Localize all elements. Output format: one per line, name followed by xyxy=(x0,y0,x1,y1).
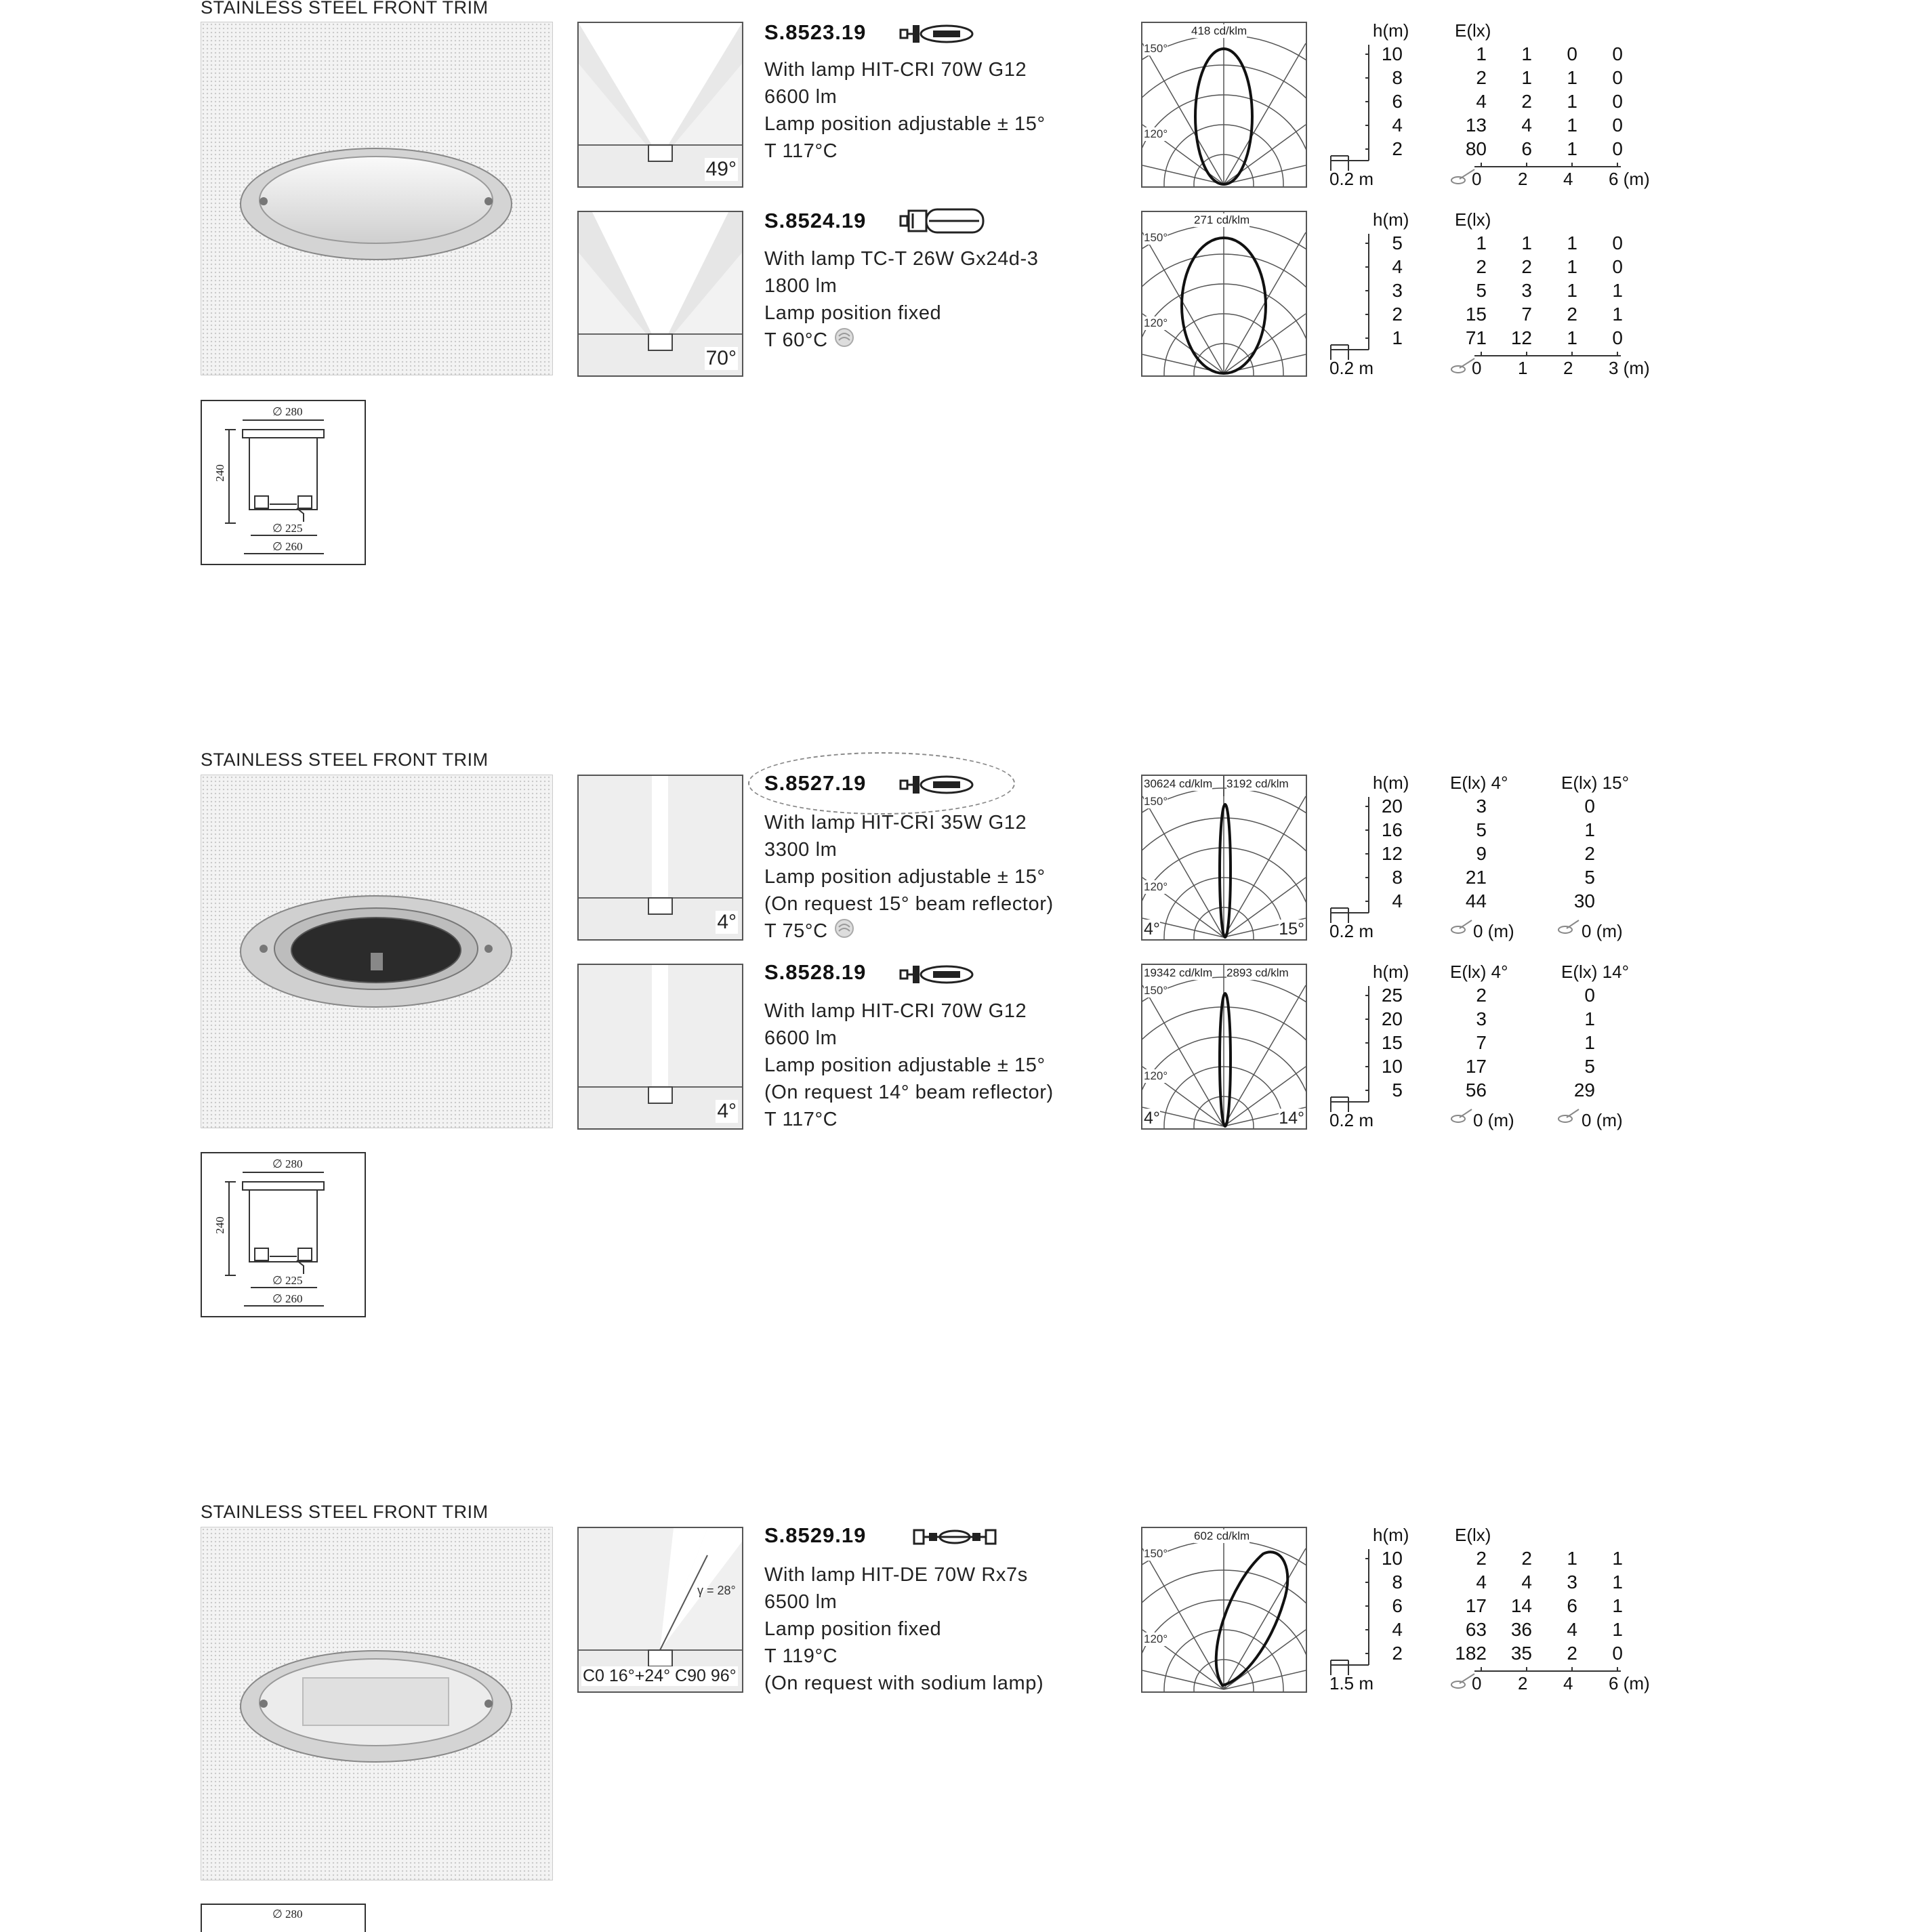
illuminance-value: 2 xyxy=(1567,1643,1577,1664)
beam-angle-label: 70° xyxy=(705,347,737,369)
illuminance-value: 4 xyxy=(1567,1619,1577,1640)
height-value: 2 xyxy=(1392,1643,1403,1664)
height-value: 16 xyxy=(1381,819,1403,840)
spec-lamp: With lamp HIT-DE 70W Rx7s xyxy=(764,1564,1028,1586)
illuminance-value: 0 xyxy=(1612,67,1623,88)
diameter-label: ∅ 225 xyxy=(272,1274,303,1287)
illuminance-value: 0 xyxy=(1584,985,1595,1006)
illuminance-value: 21 xyxy=(1465,867,1487,888)
illuminance-value: 4 xyxy=(1521,115,1532,136)
illuminance-value: 1 xyxy=(1612,280,1623,301)
product-specs xyxy=(764,1561,1044,1697)
illuminance-value: 1 xyxy=(1612,1619,1623,1640)
height-value: 5 xyxy=(1392,232,1403,253)
low-temperature-icon xyxy=(833,327,855,356)
illuminance-value: 1 xyxy=(1584,1032,1595,1053)
scale-label: 0.2 m xyxy=(1329,169,1374,189)
spec-temperature xyxy=(764,918,1054,947)
e-header: E(lx) xyxy=(1455,1525,1491,1545)
x-axis-label: 2 xyxy=(1518,1673,1528,1693)
ground-point-icon xyxy=(1447,1104,1474,1131)
x-axis-label: 4 xyxy=(1563,169,1573,189)
h-header: h(m) xyxy=(1373,962,1409,982)
spec-lamp: With lamp HIT-CRI 70W G12 xyxy=(764,1000,1027,1022)
beam-angle-label: 15° xyxy=(1279,920,1304,939)
spec-lumen: 1800 lm xyxy=(764,275,838,297)
illuminance-value: 3 xyxy=(1567,1571,1577,1592)
illuminance-value: 0 xyxy=(1612,43,1623,64)
h-header: h(m) xyxy=(1373,773,1409,793)
illuminance-value: 1 xyxy=(1612,1595,1623,1616)
illuminance-value: 3 xyxy=(1521,280,1532,301)
intensity-label: 271 cd/klm xyxy=(1194,213,1250,226)
beam-diagram xyxy=(577,22,743,188)
illuminance-value: 0 xyxy=(1567,43,1577,64)
spec-lumen: 6600 lm xyxy=(764,1027,838,1049)
illuminance-value: 0 xyxy=(1612,115,1623,136)
angle-label: 120° xyxy=(1144,1632,1168,1645)
illuminance-value: 2 xyxy=(1521,256,1532,277)
angle-label: 150° xyxy=(1144,1547,1168,1560)
height-value: 4 xyxy=(1392,890,1403,911)
illuminance-value: 5 xyxy=(1584,867,1595,888)
illuminance-value: 3 xyxy=(1476,796,1487,817)
illuminance-value: 35 xyxy=(1510,1643,1532,1664)
metal-halide-lamp-icon xyxy=(899,962,977,990)
spec-position: Lamp position fixed xyxy=(764,302,942,324)
recessed-luminaire-image xyxy=(201,775,552,1128)
product-code: S.8523.19 xyxy=(764,20,867,44)
illuminance-value: 4 xyxy=(1476,91,1487,112)
height-label: 240 xyxy=(213,464,226,482)
illuminance-value: 4 xyxy=(1521,1571,1532,1592)
illuminance-value: 1 xyxy=(1567,91,1577,112)
illuminance-value: 1 xyxy=(1567,256,1577,277)
illuminance-value: 2 xyxy=(1567,304,1577,325)
x-axis-label: 0 (m) xyxy=(1582,1110,1623,1130)
beam-angle-label: C0 16°+24° C90 96° xyxy=(583,1666,737,1685)
angle-label: 120° xyxy=(1144,127,1168,140)
beam-diagram xyxy=(577,775,743,941)
double-ended-lamp-icon xyxy=(913,1526,997,1551)
intensity-label: 3192 cd/klm xyxy=(1226,777,1289,790)
illuminance-value: 1 xyxy=(1584,1008,1595,1029)
illuminance-value: 36 xyxy=(1510,1619,1532,1640)
e-header-alt: E(lx) 15° xyxy=(1561,773,1629,793)
ground-point-icon xyxy=(1447,915,1474,942)
diameter-label: ∅ 280 xyxy=(272,405,303,418)
illuminance-value: 0 xyxy=(1612,138,1623,159)
product-photo xyxy=(201,775,553,1128)
x-axis-label: 0 (m) xyxy=(1473,1110,1514,1130)
x-axis-label: 0 xyxy=(1472,169,1482,189)
height-value: 25 xyxy=(1381,985,1403,1006)
height-value: 6 xyxy=(1392,1595,1403,1616)
scale-label: 1.5 m xyxy=(1329,1673,1374,1693)
illuminance-value: 0 xyxy=(1612,232,1623,253)
illuminance-value: 29 xyxy=(1573,1080,1595,1101)
dimension-drawing xyxy=(201,400,366,565)
angle-label: 120° xyxy=(1144,880,1168,893)
e-header: E(lx) 4° xyxy=(1450,962,1508,982)
height-value: 8 xyxy=(1392,67,1403,88)
intensity-label: 2893 cd/klm xyxy=(1226,966,1289,979)
spec-lamp: With lamp TC-T 26W Gx24d-3 xyxy=(764,248,1039,270)
metal-halide-lamp-icon xyxy=(899,22,977,49)
illuminance-value: 7 xyxy=(1476,1032,1487,1053)
illuminance-value: 1 xyxy=(1584,819,1595,840)
illuminance-value: 1 xyxy=(1612,1548,1623,1569)
spec-temperature-text: T 75°C xyxy=(764,920,828,943)
beam-angle-label: 14° xyxy=(1279,1109,1304,1128)
illuminance-value: 1 xyxy=(1476,43,1487,64)
height-value: 4 xyxy=(1392,1619,1403,1640)
diameter-label: ∅ 260 xyxy=(272,1292,303,1305)
illuminance-value: 2 xyxy=(1476,256,1487,277)
scale-label: 0.2 m xyxy=(1329,1110,1374,1130)
illuminance-value: 17 xyxy=(1465,1056,1487,1077)
beam-angle-label: 49° xyxy=(705,158,737,180)
spec-temperature xyxy=(764,327,1039,356)
height-value: 4 xyxy=(1392,115,1403,136)
illuminance-value: 1 xyxy=(1567,1548,1577,1569)
beam-angle-label: 4° xyxy=(1144,1109,1160,1128)
product-code: S.8529.19 xyxy=(764,1523,867,1547)
intensity-label: 30624 cd/klm xyxy=(1144,777,1213,790)
x-axis-label: 0 xyxy=(1472,1673,1482,1693)
product-specs xyxy=(764,998,1054,1133)
dimension-drawing xyxy=(201,1152,366,1317)
x-axis-label: 3 (m) xyxy=(1609,358,1650,378)
height-value: 6 xyxy=(1392,91,1403,112)
illuminance-value: 0 xyxy=(1612,91,1623,112)
illuminance-value: 1 xyxy=(1521,232,1532,253)
spec-lumen: 3300 lm xyxy=(764,839,838,861)
height-value: 15 xyxy=(1381,1032,1403,1053)
height-value: 10 xyxy=(1381,1548,1403,1569)
height-value: 8 xyxy=(1392,867,1403,888)
illuminance-value: 0 xyxy=(1612,1643,1623,1664)
illuminance-value: 0 xyxy=(1584,796,1595,817)
illuminance-value: 30 xyxy=(1573,890,1595,911)
diameter-label: ∅ 280 xyxy=(272,1908,303,1920)
product-specs xyxy=(764,809,1054,947)
illuminance-value: 2 xyxy=(1476,67,1487,88)
spec-request: (On request 14° beam reflector) xyxy=(764,1082,1054,1103)
illuminance-value: 1 xyxy=(1567,115,1577,136)
x-axis-label: 2 xyxy=(1518,169,1528,189)
illuminance-value: 4 xyxy=(1476,1571,1487,1592)
product-photo xyxy=(201,1527,553,1880)
illuminance-value: 15 xyxy=(1465,304,1487,325)
diameter-label: ∅ 280 xyxy=(272,1157,303,1170)
spec-position: Lamp position adjustable ± 15° xyxy=(764,866,1046,888)
illuminance-value: 56 xyxy=(1465,1080,1487,1101)
illuminance-value: 1 xyxy=(1567,327,1577,348)
low-temperature-icon xyxy=(833,918,855,947)
illuminance-value: 63 xyxy=(1465,1619,1487,1640)
illuminance-value: 1 xyxy=(1521,43,1532,64)
x-axis-label: 6 (m) xyxy=(1609,169,1650,189)
scale-label: 0.2 m xyxy=(1329,921,1374,941)
diameter-label: ∅ 225 xyxy=(272,522,303,535)
product-specs xyxy=(764,56,1046,165)
h-header: h(m) xyxy=(1373,209,1409,230)
beam-angle-label: 4° xyxy=(717,911,737,933)
illuminance-value: 5 xyxy=(1584,1056,1595,1077)
x-axis-label: 0 (m) xyxy=(1473,921,1514,941)
spec-lumen: 6500 lm xyxy=(764,1591,838,1613)
x-axis-label: 1 xyxy=(1518,358,1528,378)
beam-angle-label: 4° xyxy=(1144,920,1160,939)
angle-label: 150° xyxy=(1144,231,1168,244)
scale-label: 0.2 m xyxy=(1329,358,1374,378)
beam-diagram xyxy=(577,1527,743,1693)
height-value: 1 xyxy=(1392,327,1403,348)
polar-diagram xyxy=(1141,964,1307,1130)
height-value: 12 xyxy=(1381,843,1403,864)
x-axis-label: 6 (m) xyxy=(1609,1673,1650,1693)
product-specs xyxy=(764,245,1039,356)
illuminance-value: 7 xyxy=(1521,304,1532,325)
illuminance-value: 0 xyxy=(1612,327,1623,348)
h-header: h(m) xyxy=(1373,1525,1409,1545)
tilt-angle-label: γ = 28° xyxy=(697,1584,736,1597)
angle-label: 120° xyxy=(1144,316,1168,329)
ground-point-icon xyxy=(1554,915,1582,942)
intensity-label: 418 cd/klm xyxy=(1191,24,1247,37)
illuminance-value: 2 xyxy=(1584,843,1595,864)
spec-temperature: T 119°C xyxy=(764,1645,838,1667)
height-label: 240 xyxy=(213,1216,226,1234)
height-value: 2 xyxy=(1392,138,1403,159)
spec-position: Lamp position adjustable ± 15° xyxy=(764,113,1046,135)
polar-diagram xyxy=(1141,1527,1307,1693)
dimension-drawing xyxy=(201,1904,366,1932)
diameter-label: ∅ 260 xyxy=(272,540,303,553)
angle-label: 150° xyxy=(1144,984,1168,997)
spec-request: (On request with sodium lamp) xyxy=(764,1672,1044,1694)
x-axis-label: 4 xyxy=(1563,1673,1573,1693)
angle-label: 120° xyxy=(1144,1069,1168,1082)
illuminance-value: 71 xyxy=(1465,327,1487,348)
angle-label: 150° xyxy=(1144,795,1168,808)
e-header: E(lx) xyxy=(1455,209,1491,230)
spec-lumen: 6600 lm xyxy=(764,86,838,108)
product-photo xyxy=(201,22,553,375)
height-value: 3 xyxy=(1392,280,1403,301)
polar-diagram xyxy=(1141,22,1307,188)
illuminance-value: 1 xyxy=(1476,232,1487,253)
h-header: h(m) xyxy=(1373,20,1409,41)
product-code: S.8524.19 xyxy=(764,209,867,232)
height-value: 20 xyxy=(1381,796,1403,817)
illuminance-value: 2 xyxy=(1521,1548,1532,1569)
illuminance-value: 44 xyxy=(1465,890,1487,911)
height-value: 10 xyxy=(1381,1056,1403,1077)
section-title: STAINLESS STEEL FRONT TRIM xyxy=(201,749,489,770)
spec-temperature-text: T 60°C xyxy=(764,329,828,352)
illuminance-value: 80 xyxy=(1465,138,1487,159)
polar-diagram xyxy=(1141,775,1307,941)
spec-temperature: T 117°C xyxy=(764,140,838,162)
illuminance-value: 1 xyxy=(1567,232,1577,253)
illuminance-value: 182 xyxy=(1455,1643,1487,1664)
angle-label: 150° xyxy=(1144,42,1168,55)
recessed-luminaire-image xyxy=(201,22,552,375)
e-header: E(lx) 4° xyxy=(1450,773,1508,793)
illuminance-value: 1 xyxy=(1612,304,1623,325)
illuminance-value: 1 xyxy=(1612,1571,1623,1592)
beam-angle-label: 4° xyxy=(717,1100,737,1122)
section-title: STAINLESS STEEL FRONT TRIM xyxy=(201,0,489,18)
x-axis-label: 0 xyxy=(1472,358,1482,378)
height-value: 2 xyxy=(1392,304,1403,325)
spec-position: Lamp position fixed xyxy=(764,1618,942,1640)
spec-request: (On request 15° beam reflector) xyxy=(764,893,1054,915)
illuminance-value: 6 xyxy=(1567,1595,1577,1616)
illuminance-value: 5 xyxy=(1476,280,1487,301)
illuminance-value: 12 xyxy=(1510,327,1532,348)
intensity-label: 602 cd/klm xyxy=(1194,1529,1250,1542)
section-title: STAINLESS STEEL FRONT TRIM xyxy=(201,1502,489,1522)
height-value: 5 xyxy=(1392,1080,1403,1101)
spec-lamp: With lamp HIT-CRI 35W G12 xyxy=(764,812,1027,834)
illuminance-value: 1 xyxy=(1567,67,1577,88)
ground-point-icon xyxy=(1554,1104,1582,1131)
beam-diagram xyxy=(577,964,743,1130)
intensity-label: 19342 cd/klm xyxy=(1144,966,1213,979)
illuminance-value: 13 xyxy=(1465,115,1487,136)
spec-temperature: T 117°C xyxy=(764,1109,838,1130)
illuminance-value: 3 xyxy=(1476,1008,1487,1029)
spec-lamp: With lamp HIT-CRI 70W G12 xyxy=(764,59,1027,81)
metal-halide-lamp-icon xyxy=(899,773,977,800)
illuminance-value: 6 xyxy=(1521,138,1532,159)
illuminance-value: 1 xyxy=(1521,67,1532,88)
recessed-luminaire-image xyxy=(201,1527,552,1880)
polar-diagram xyxy=(1141,211,1307,377)
e-header: E(lx) xyxy=(1455,20,1491,41)
product-code: S.8527.19 xyxy=(764,771,867,795)
illuminance-value: 17 xyxy=(1465,1595,1487,1616)
illuminance-value: 2 xyxy=(1521,91,1532,112)
product-code: S.8528.19 xyxy=(764,960,867,984)
height-value: 10 xyxy=(1381,43,1403,64)
height-value: 8 xyxy=(1392,1571,1403,1592)
beam-diagram xyxy=(577,211,743,377)
x-axis-label: 0 (m) xyxy=(1582,921,1623,941)
e-header-alt: E(lx) 14° xyxy=(1561,962,1629,982)
spec-position: Lamp position adjustable ± 15° xyxy=(764,1054,1046,1076)
illuminance-value: 1 xyxy=(1567,280,1577,301)
illuminance-value: 0 xyxy=(1612,256,1623,277)
compact-fluorescent-lamp-icon xyxy=(899,207,987,239)
illuminance-value: 1 xyxy=(1567,138,1577,159)
x-axis-label: 2 xyxy=(1563,358,1573,378)
illuminance-value: 14 xyxy=(1510,1595,1532,1616)
illuminance-value: 2 xyxy=(1476,985,1487,1006)
illuminance-value: 5 xyxy=(1476,819,1487,840)
height-value: 20 xyxy=(1381,1008,1403,1029)
illuminance-value: 9 xyxy=(1476,843,1487,864)
height-value: 4 xyxy=(1392,256,1403,277)
illuminance-value: 2 xyxy=(1476,1548,1487,1569)
